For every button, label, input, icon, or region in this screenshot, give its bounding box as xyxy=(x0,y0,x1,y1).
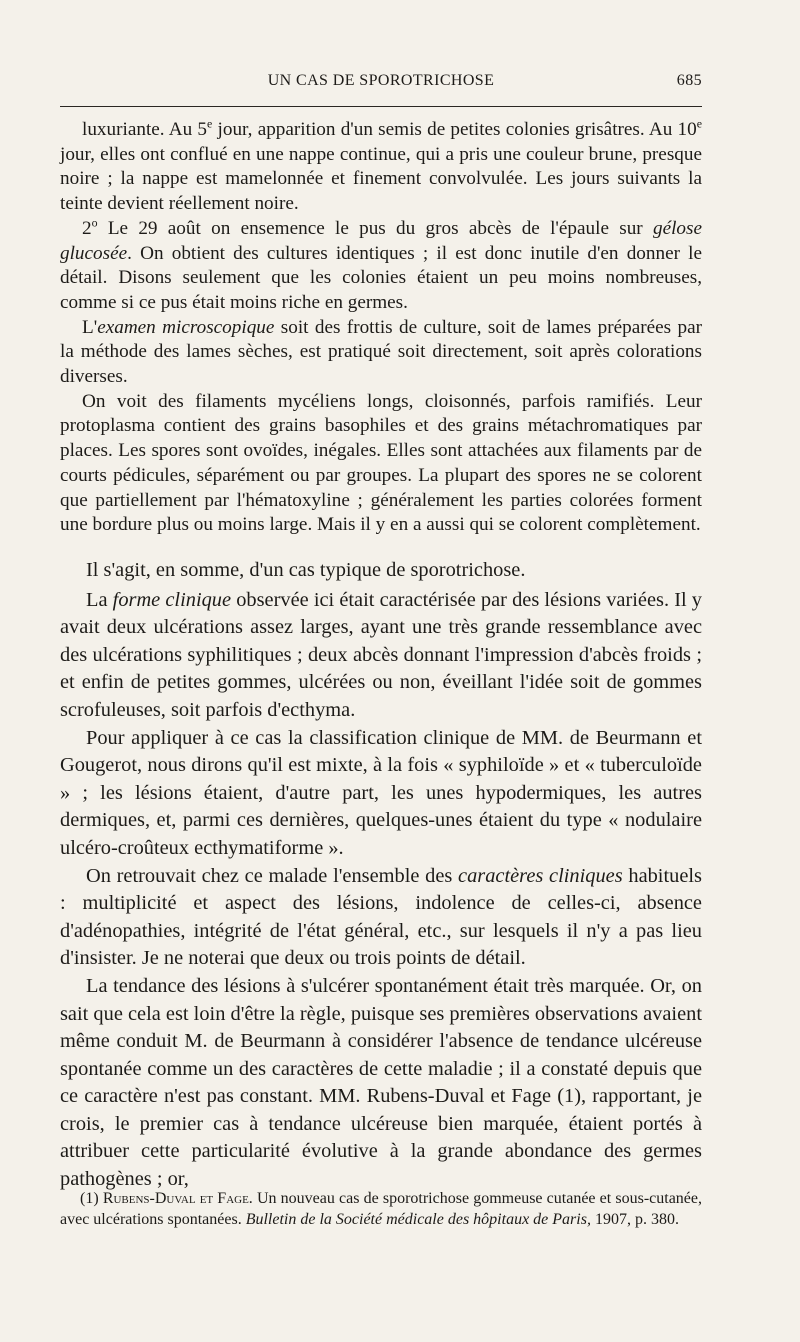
paragraph-classification: Pour appliquer à ce cas la classification clinique de MM. de Beurmann et Gougerot, nous dirons qu'il est mixte, à la fois « syphiloïde » et « tuberculoïde » ; les lésions étaient, d'autre part, les unes hypodermiques, les autres dermiques, et, parmi ces dernières, quelques-unes étaient du type « nodulaire ulcéro-croûteux ecthymatiforme ». xyxy=(60,726,702,859)
small-print-section xyxy=(60,118,702,538)
paragraph-second-culture: 2$^o$ Le 29 août on ensemence le pus du gros abcès de l'épaule sur gélose glucosée. On obtient des cultures identiques ; il est donc inutile d'en donner le détail. Disons seulement que les colonies étaient un peu moins nombreuses, comme si ce pus était moins riche en germes. xyxy=(60,215,702,313)
paragraph-filaments: On voit des filaments mycéliens longs, cloisonnés, parfois ramifiés. Leur protoplasma contient des grains basophiles et des grains métachromatiques par places. Les spores sont ovoïdes, inégales. Elles sont attachées aux filaments par de courts pédicules, séparément ou par groupes. La plupart des spores ne se colorent que partiellement par l'hématoxyline ; généralement les parties colorées forment une bordure plus ou moins large. Mais il y en a aussi qui se colorent complètement. xyxy=(60,390,702,536)
running-title: UN CAS DE SPOROTRICHOSE xyxy=(267,72,495,89)
running-header xyxy=(60,72,702,96)
footnote xyxy=(60,1188,702,1230)
paragraph-ulceration-tendency: La tendance des lésions à s'ulcérer spontanément était très marquée. Or, on sait que cela est loin d'être la règle, puisque ses premières observations avaient même conduit M. de Beurmann à considérer l'absence de tendance ulcéreuse spontanée comme un des caractères de cette maladie ; il a constaté depuis que ce caractère n'est pas constant. MM. Rubens-Duval et Fage (1), rapportant, je crois, le premier cas à tendance ulcéreuse bien marquée, étaient portés à attribuer cette particularité évolutive à la grande abondance des germes pathogènes ; or, xyxy=(60,974,702,1191)
page-number: 685 xyxy=(676,72,702,89)
footnote-text: (1) Rubens-Duval et Fage. Un nouveau cas de sporotrichose gommeuse cutanée et sous-cutanée, avec ulcérations spontanées. Bulletin de la Société médicale des hôpitaux de Paris, 1907, p. 380. xyxy=(60,1190,703,1228)
paragraph-clinical-characters: On retrouvait chez ce malade l'ensemble des caractères cliniques habituels : multiplicité et aspect des lésions, indolence de celles-ci, absence d'adénopathies, intégrité de l'état général, etc., sur lesquels il n'y a pas lieu d'insister. Je ne noterai que deux ou trois points de détail. xyxy=(60,864,702,970)
header-rule xyxy=(60,106,702,107)
paragraph-culture-description: luxuriante. Au 5e jour, apparition d'un semis de petites colonies grisâtres. Au 10e jour, elles ont conflué en une nappe continue, qui a pris une couleur brune, presque noire ; la nappe est mamelonnée et finement convolvulée. Les jours suivants la teinte devient réellement noire. xyxy=(60,116,703,215)
paragraph-clinical-form: La forme clinique observée ici était caractérisée par des lésions variées. Il y avait deux ulcérations assez larges, ayant une très grande ressemblance avec des ulcérations syphilitiques ; deux abcès donnant l'impression d'abcès froids ; et enfin de petites gommes, ulcérées ou non, éveillant l'idée soit de gommes scrofuleuses, soit parfois d'ecthyma. xyxy=(60,588,702,721)
main-text-section xyxy=(60,557,702,1194)
paragraph-microscopic-exam: L'examen microscopique soit des frottis de culture, soit de lames préparées par la méthode des lames sèches, est pratiqué soit directement, soit après colorations diverses. xyxy=(60,316,702,388)
paragraph-conclusion: Il s'agit, en somme, d'un cas typique de sporotrichose. xyxy=(86,559,526,581)
